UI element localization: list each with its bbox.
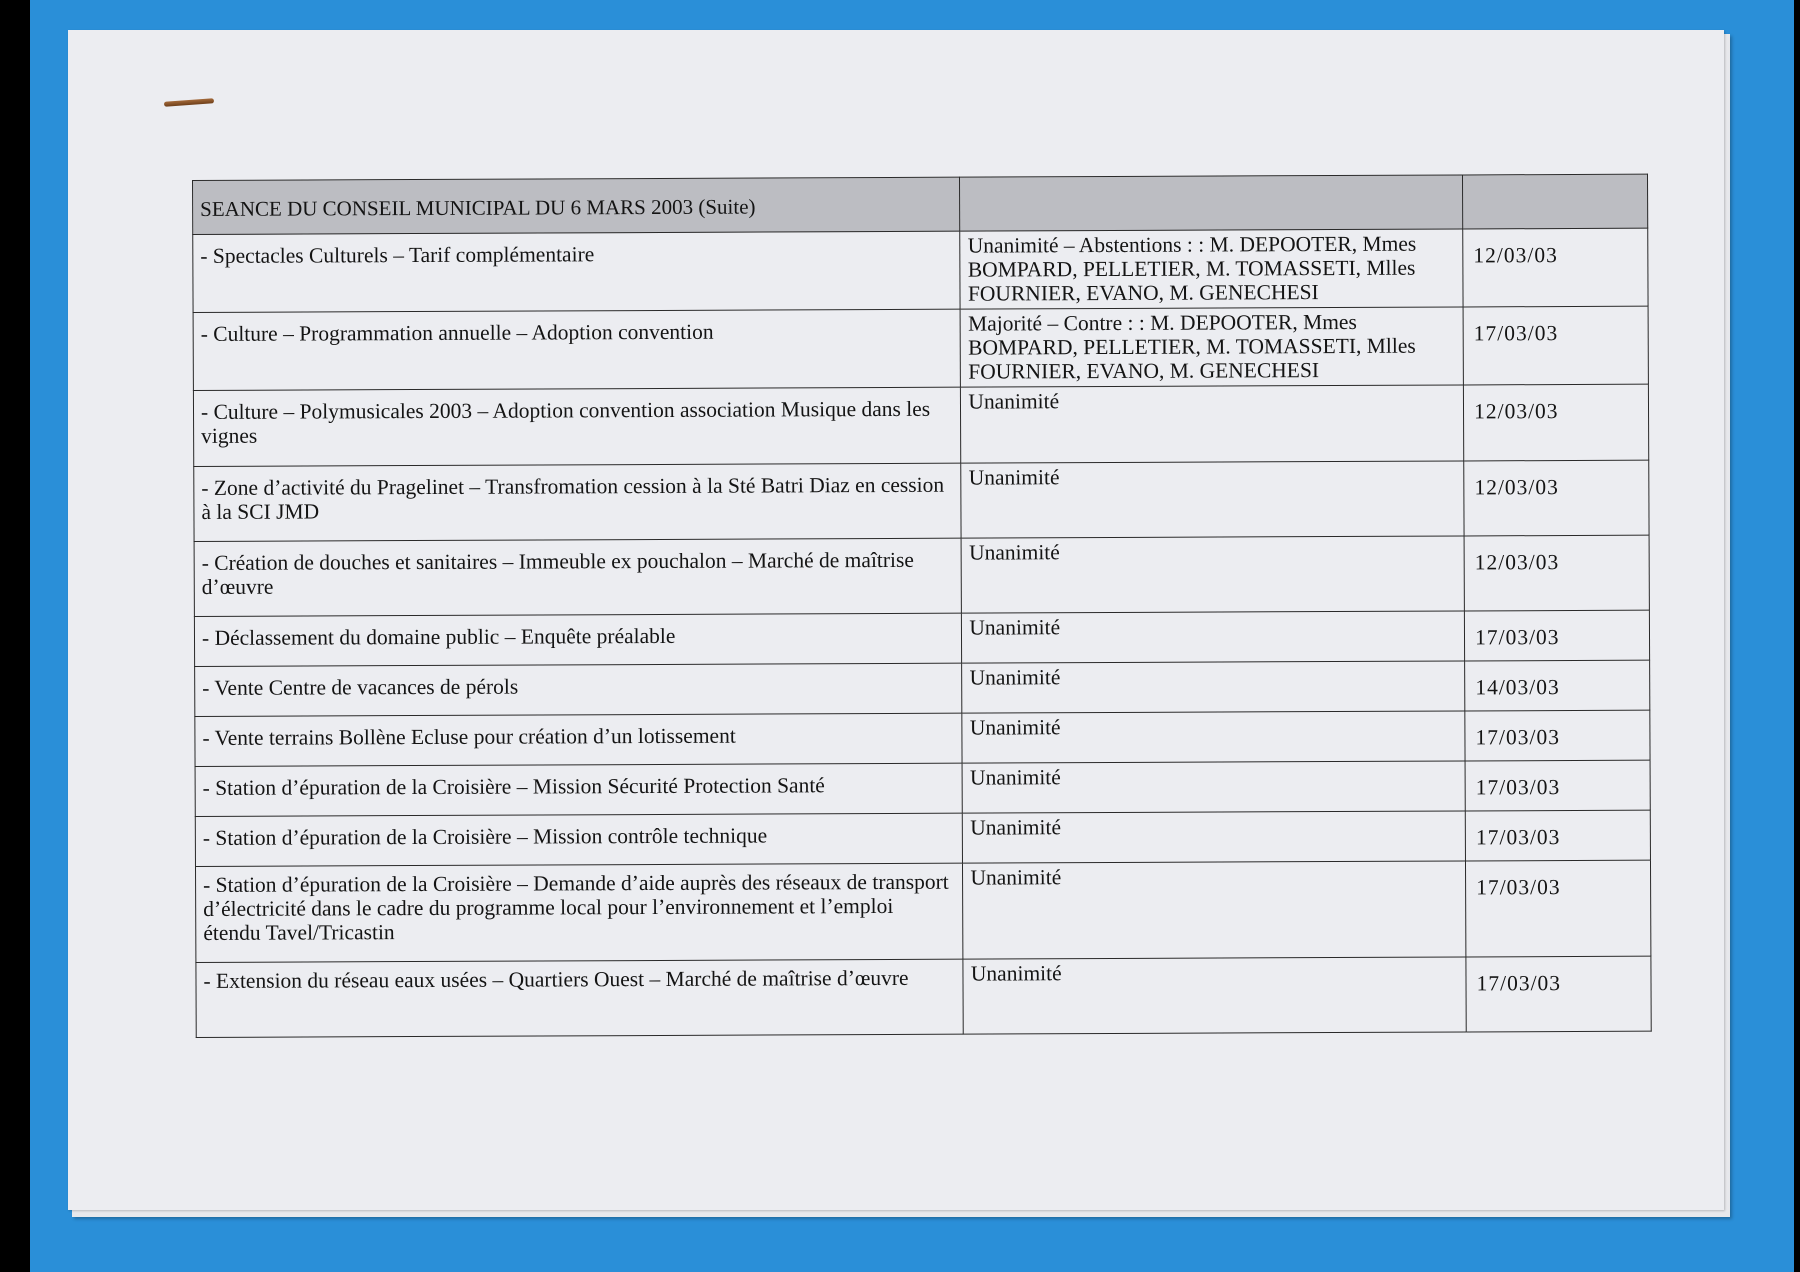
subject-cell: - Déclassement du domaine public – Enquête préalable	[194, 613, 962, 666]
date-cell: 17/03/03	[1465, 810, 1650, 861]
vote-cell: Majorité – Contre : : M. DEPOOTER, Mmes BOMPARD, PELLETIER, M. TOMASSETI, Mlles FOURNIER, EVANO, M. GENECHESI	[960, 307, 1463, 387]
subject-cell: - Culture – Polymusicales 2003 – Adoption convention association Musique dans les vignes	[193, 387, 961, 466]
vote-cell: Unanimité	[963, 861, 1466, 959]
vote-cell: Unanimité	[962, 661, 1465, 713]
date-cell: 14/03/03	[1465, 660, 1650, 711]
subject-cell: - Station d’épuration de la Croisière – Demande d’aide auprès des réseaux de transport d’électricité dans le cadre du programme local pour l’environnement et l’emploi étendu Tavel/Tricastin	[195, 863, 963, 962]
table-row	[195, 860, 1650, 962]
subject-cell: - Spectacles Culturels – Tarif complémentaire	[193, 231, 961, 312]
date-cell: 17/03/03	[1465, 710, 1650, 761]
subject-cell: - Vente Centre de vacances de pérols	[195, 663, 963, 716]
table-header-row	[193, 174, 1648, 234]
date-cell: 17/03/03	[1463, 306, 1648, 385]
date-cell: 17/03/03	[1466, 956, 1651, 1032]
header-date-cell	[1463, 174, 1648, 229]
table-row	[194, 535, 1649, 616]
table-row	[194, 460, 1649, 541]
table-row	[195, 810, 1650, 866]
subject-cell: - Extension du réseau eaux usées – Quartiers Ouest – Marché de maîtrise d’œuvre	[196, 959, 964, 1037]
date-cell: 17/03/03	[1464, 610, 1649, 661]
vote-cell: Unanimité	[962, 761, 1465, 813]
subject-cell: - Zone d’activité du Pragelinet – Transfromation cession à la Sté Batri Diaz en cession à la SCI JMD	[194, 463, 962, 541]
date-cell: 12/03/03	[1463, 228, 1648, 307]
vote-cell: Unanimité – Abstentions : : M. DEPOOTER, Mmes BOMPARD, PELLETIER, M. TOMASSETI, Mlles FOURNIER, EVANO, M. GENECHESI	[960, 229, 1463, 309]
table-row	[195, 760, 1650, 816]
subject-cell: - Culture – Programmation annuelle – Adoption convention	[193, 309, 961, 390]
header-vote-cell	[960, 175, 1463, 231]
subject-cell: - Création de douches et sanitaires – Immeuble ex pouchalon – Marché de maîtrise d’œuvre	[194, 538, 962, 616]
date-cell: 12/03/03	[1463, 384, 1648, 461]
table-row	[193, 384, 1648, 466]
subject-cell: - Station d’épuration de la Croisière – Mission contrôle technique	[195, 813, 963, 866]
council-minutes-table	[192, 174, 1652, 1038]
vote-cell: Unanimité	[962, 611, 1465, 663]
vote-cell: Unanimité	[961, 461, 1464, 538]
subject-cell: - Vente terrains Bollène Ecluse pour création d’un lotissement	[195, 713, 963, 766]
vote-cell: Unanimité	[963, 957, 1466, 1034]
table-row	[195, 660, 1650, 716]
vote-cell: Unanimité	[961, 536, 1464, 613]
table-row	[193, 228, 1648, 312]
table-row	[193, 306, 1648, 390]
vote-cell: Unanimité	[962, 711, 1465, 763]
date-cell: 12/03/03	[1464, 460, 1649, 536]
staple-mark	[164, 98, 214, 106]
date-cell: 17/03/03	[1466, 860, 1651, 957]
vote-cell: Unanimité	[961, 385, 1464, 463]
date-cell: 12/03/03	[1464, 535, 1649, 611]
date-cell: 17/03/03	[1465, 760, 1650, 811]
table-row	[194, 610, 1649, 666]
subject-cell: - Station d’épuration de la Croisière – Mission Sécurité Protection Santé	[195, 763, 963, 816]
table-row	[196, 956, 1651, 1037]
table-row	[195, 710, 1650, 766]
table-title: SEANCE DU CONSEIL MUNICIPAL DU 6 MARS 2003 (Suite)	[193, 177, 961, 234]
vote-cell: Unanimité	[963, 811, 1466, 863]
